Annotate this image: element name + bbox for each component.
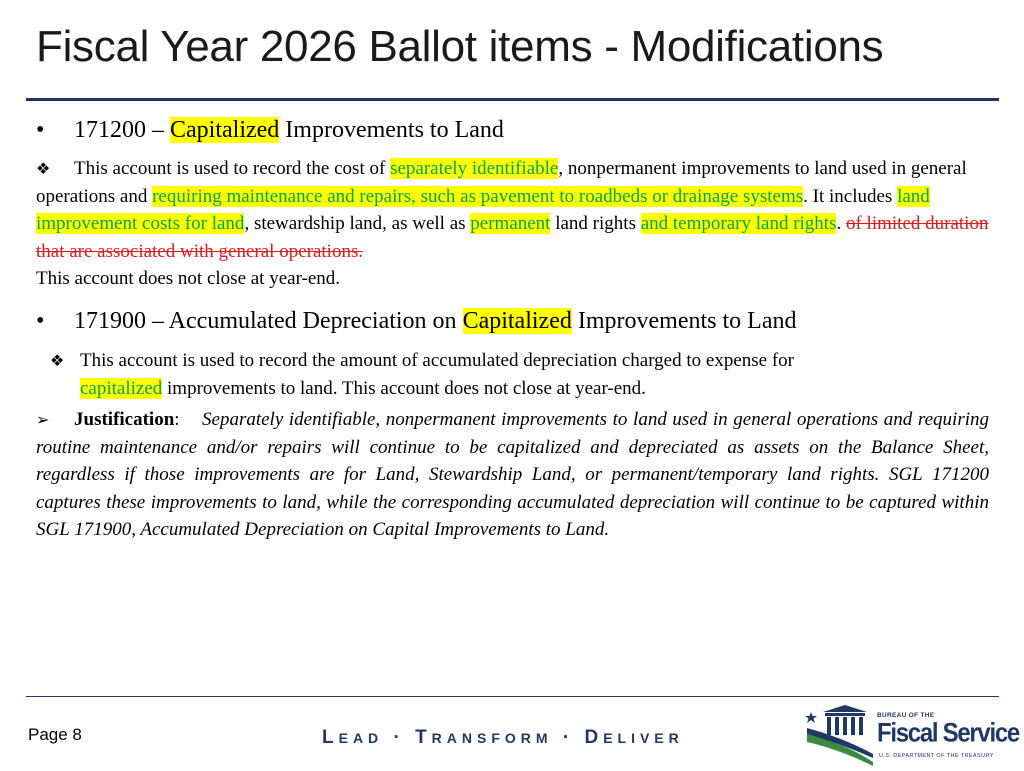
desc-text: . It includes bbox=[803, 185, 898, 207]
bullet-item-171200 bbox=[36, 117, 504, 144]
tagline-deliver-cap: D bbox=[584, 727, 604, 748]
item2-description bbox=[50, 347, 990, 402]
desc-highlight: separately identifiable bbox=[390, 158, 559, 179]
bullet-icon: • bbox=[36, 308, 45, 334]
desc-text: , stewardship land, as well as bbox=[244, 213, 471, 234]
diamond-bullet-icon: ❖ bbox=[36, 159, 51, 178]
item-name-highlight: Capitalized bbox=[170, 117, 280, 143]
desc-text: improvements to land. This account does not close at year-end. bbox=[162, 377, 646, 399]
desc-strikethrough: of limited duration that are associated with general operations. bbox=[36, 213, 989, 262]
item-code: 171200 – bbox=[74, 117, 170, 143]
tagline-deliver-rest: ELIVER bbox=[603, 730, 684, 746]
tagline bbox=[322, 727, 684, 749]
desc-text: This account is used to record the amount of accumulated depreciation charged to expense for bbox=[80, 350, 794, 371]
title-divider bbox=[26, 98, 999, 101]
justification-text: Separately identifiable, nonpermanent improvements to land used in general operations and requiring routine maintenance and/or repairs will continue to be capitalized and depreciated as assets on the Balance Sheet, regardless if those improvements are for Land, Stewardship Land, or permanent/temporary land rights. SGL 171200 captures these improvements to land, while the corresponding accumulated depreciation will continue to be captured within SGL 171900, Accumulated Depreciation on Capital Improvements to Land. bbox=[36, 409, 989, 540]
item-name-rest: Improvements to Land bbox=[571, 308, 797, 334]
desc-text: . bbox=[836, 213, 846, 234]
logo-main-text: Fiscal Service bbox=[877, 718, 1019, 749]
page-number: Page 8 bbox=[28, 725, 82, 744]
tagline-separator: · bbox=[552, 727, 585, 748]
diamond-bullet-icon: ❖ bbox=[50, 351, 65, 370]
desc-text: , nonpermanent improvements to land used in general operations and bbox=[36, 158, 967, 207]
tagline-lead-cap: L bbox=[322, 727, 339, 748]
desc-highlight: requiring maintenance and repairs, such as pavement to roadbeds or drainage systems bbox=[152, 185, 804, 207]
justification-label: Justification bbox=[74, 409, 175, 430]
slide-title: Fiscal Year 2026 Ballot items - Modifications bbox=[36, 22, 884, 71]
item-name-rest: Improvements to Land bbox=[279, 117, 504, 143]
desc-highlight: land improvement costs for land bbox=[36, 185, 930, 234]
bullet-item-171900 bbox=[36, 308, 796, 335]
item-name-highlight: Capitalized bbox=[462, 308, 572, 334]
item1-description bbox=[36, 155, 991, 293]
tagline-transform-rest: RANSFORM bbox=[431, 730, 553, 746]
tagline-lead-rest: EAD bbox=[338, 730, 384, 746]
justification-colon: : bbox=[174, 409, 180, 430]
desc-highlight: permanent bbox=[470, 213, 551, 234]
logo-bureau-text: BUREAU OF THE bbox=[877, 712, 935, 719]
arrow-bullet-icon: ➢ bbox=[36, 410, 50, 429]
footer-divider bbox=[26, 696, 999, 697]
bullet-icon: • bbox=[36, 117, 45, 143]
item-code: 171900 – Accumulated Depreciation on bbox=[74, 308, 463, 334]
desc-highlight: and temporary land rights bbox=[640, 213, 837, 234]
desc-text: This account does not close at year-end. bbox=[36, 268, 341, 289]
justification-paragraph bbox=[36, 406, 989, 544]
desc-highlight: capitalized bbox=[80, 377, 163, 399]
tagline-transform-cap: T bbox=[415, 727, 432, 748]
desc-text: This account is used to record the cost of bbox=[74, 158, 391, 179]
desc-text: land rights bbox=[550, 213, 641, 234]
tagline-separator: · bbox=[383, 727, 416, 748]
logo-department-text: U.S. DEPARTMENT OF THE TREASURY bbox=[879, 753, 994, 759]
treasury-building-icon bbox=[805, 700, 875, 766]
fiscal-service-logo bbox=[805, 700, 1019, 766]
